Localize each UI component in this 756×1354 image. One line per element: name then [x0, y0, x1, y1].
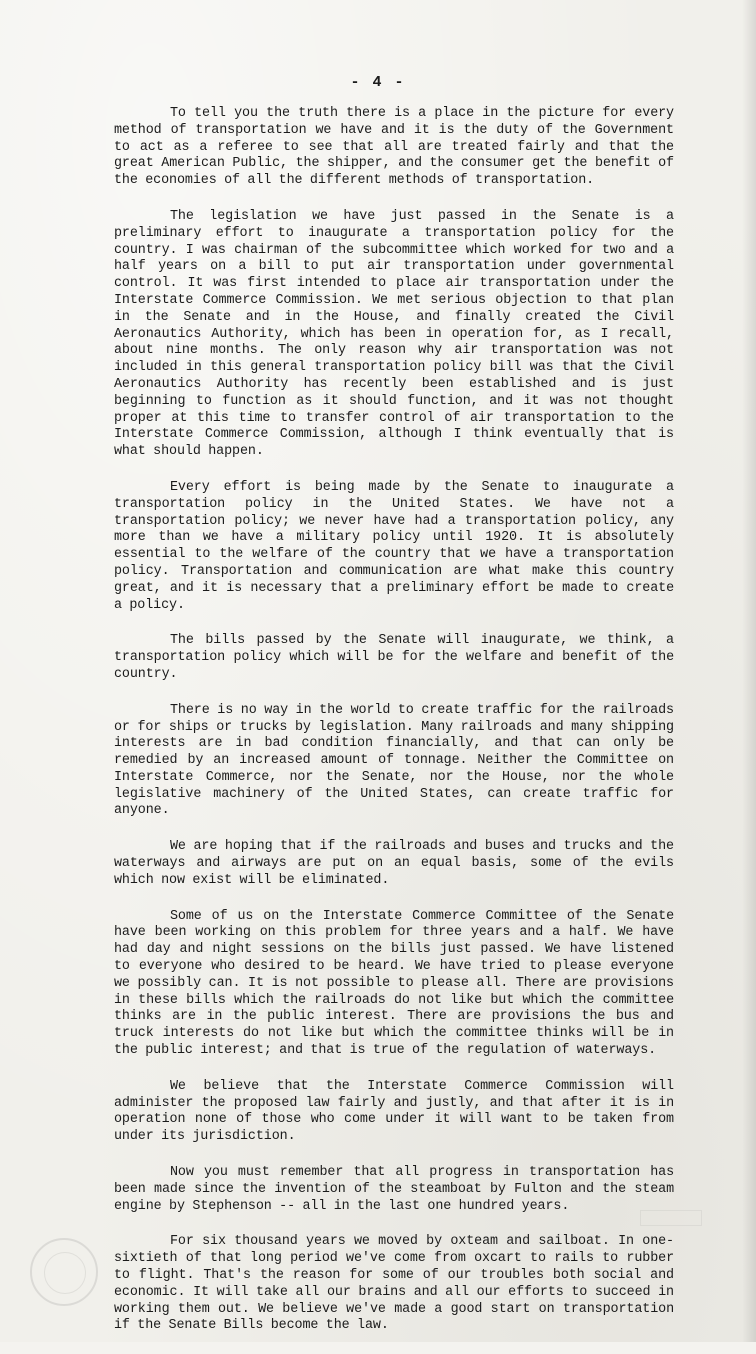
paragraph-2: The legislation we have just passed in the Senate is a preliminary effort to inaugurate a transportation policy for the country. I was chairman of the subcommittee which worked for two and a half years on a bill to put air transportation under governmental control. It was first intended to place air transportation under the Interstate Commerce Commission. We met serious objection to that plan in the Senate and in the House, and finally created the Civil Aeronautics Authority, which has been in operation for, as I recall, about nine months. The only reason why air transportation was not included in this general transportation policy bill was that the Civil Aeronautics Authority has recently been established and is just beginning to function as it should function, and it was not thought proper at this time to transfer control of air transportation to the Interstate Commerce Commission, although I think eventually that is what should happen.: [114, 208, 674, 460]
faded-bleed-through-mark: [640, 1210, 702, 1226]
paragraph-9: Now you must remember that all progress in transportation has been made since the invention of the steamboat by Fulton and the steam engine by Stephenson -- all in the last one hundred years.: [114, 1165, 674, 1214]
paragraph-3: Every effort is being made by the Senate to inaugurate a transportation policy in the United States. We have not a transportation policy; we never have had a transportation policy, any more than we have a military policy until 1920. It is absolutely essential to the welfare of the country that we have a transportation policy. Transportation and communication are what make this country great, and it is necessary that a preliminary effort be made to create a policy.: [114, 479, 674, 613]
page-edge-shadow: [742, 0, 756, 1342]
faded-stamp-icon: [30, 1238, 98, 1306]
body-text: [114, 106, 674, 1354]
paragraph-4: The bills passed by the Senate will inaugurate, we think, a transportation policy which will be for the welfare and benefit of the country.: [114, 633, 674, 682]
paragraph-10: For six thousand years we moved by oxteam and sailboat. In one-sixtieth of that long period we've come from oxcart to rails to rubber to flight. That's the reason for some of our troubles both social and economic. It will take all our brains and all our efforts to succeed in working them out. We believe we've made a good start on transportation if the Senate Bills become the law.: [114, 1234, 674, 1334]
paragraph-7: Some of us on the Interstate Commerce Committee of the Senate have been working on this problem for three years and a half. We have had day and night sessions on the bills just passed. We have listened to everyone who desired to be heard. We have tried to please everyone we possibly can. It is not possible to please all. There are provisions in these bills which the railroads do not like but which the committee thinks are in the public interest. There are provisions the bus and truck interests do not like but which the committee thinks will be in the public interest; and that is true of the regulation of waterways.: [114, 908, 674, 1059]
paragraph-8: We believe that the Interstate Commerce Commission will administer the proposed law fairly and justly, and that after it is in operation none of those who come under it will want to be taken from under its jurisdiction.: [114, 1078, 674, 1145]
faded-stamp-inner-ring: [44, 1252, 86, 1294]
page-number: - 4 -: [350, 74, 406, 91]
paragraph-5: There is no way in the world to create traffic for the railroads or for ships or trucks by legislation. Many railroads and many shipping interests are in bad condition financially, and that can only be remedied by an increased amount of tonnage. Neither the Committee on Interstate Commerce, nor the Senate, nor the House, nor the whole legislative machinery of the United States, can create traffic for anyone.: [114, 702, 674, 819]
paragraph-1: To tell you the truth there is a place in the picture for every method of transportation we have and it is the duty of the Government to act as a referee to see that all are treated fairly and that the great American Public, the shipper, and the consumer get the benefit of the economies of all the different methods of transportation.: [114, 106, 674, 189]
paragraph-6: We are hoping that if the railroads and buses and trucks and the waterways and airways are put on an equal basis, some of the evils which now exist will be eliminated.: [114, 839, 674, 888]
